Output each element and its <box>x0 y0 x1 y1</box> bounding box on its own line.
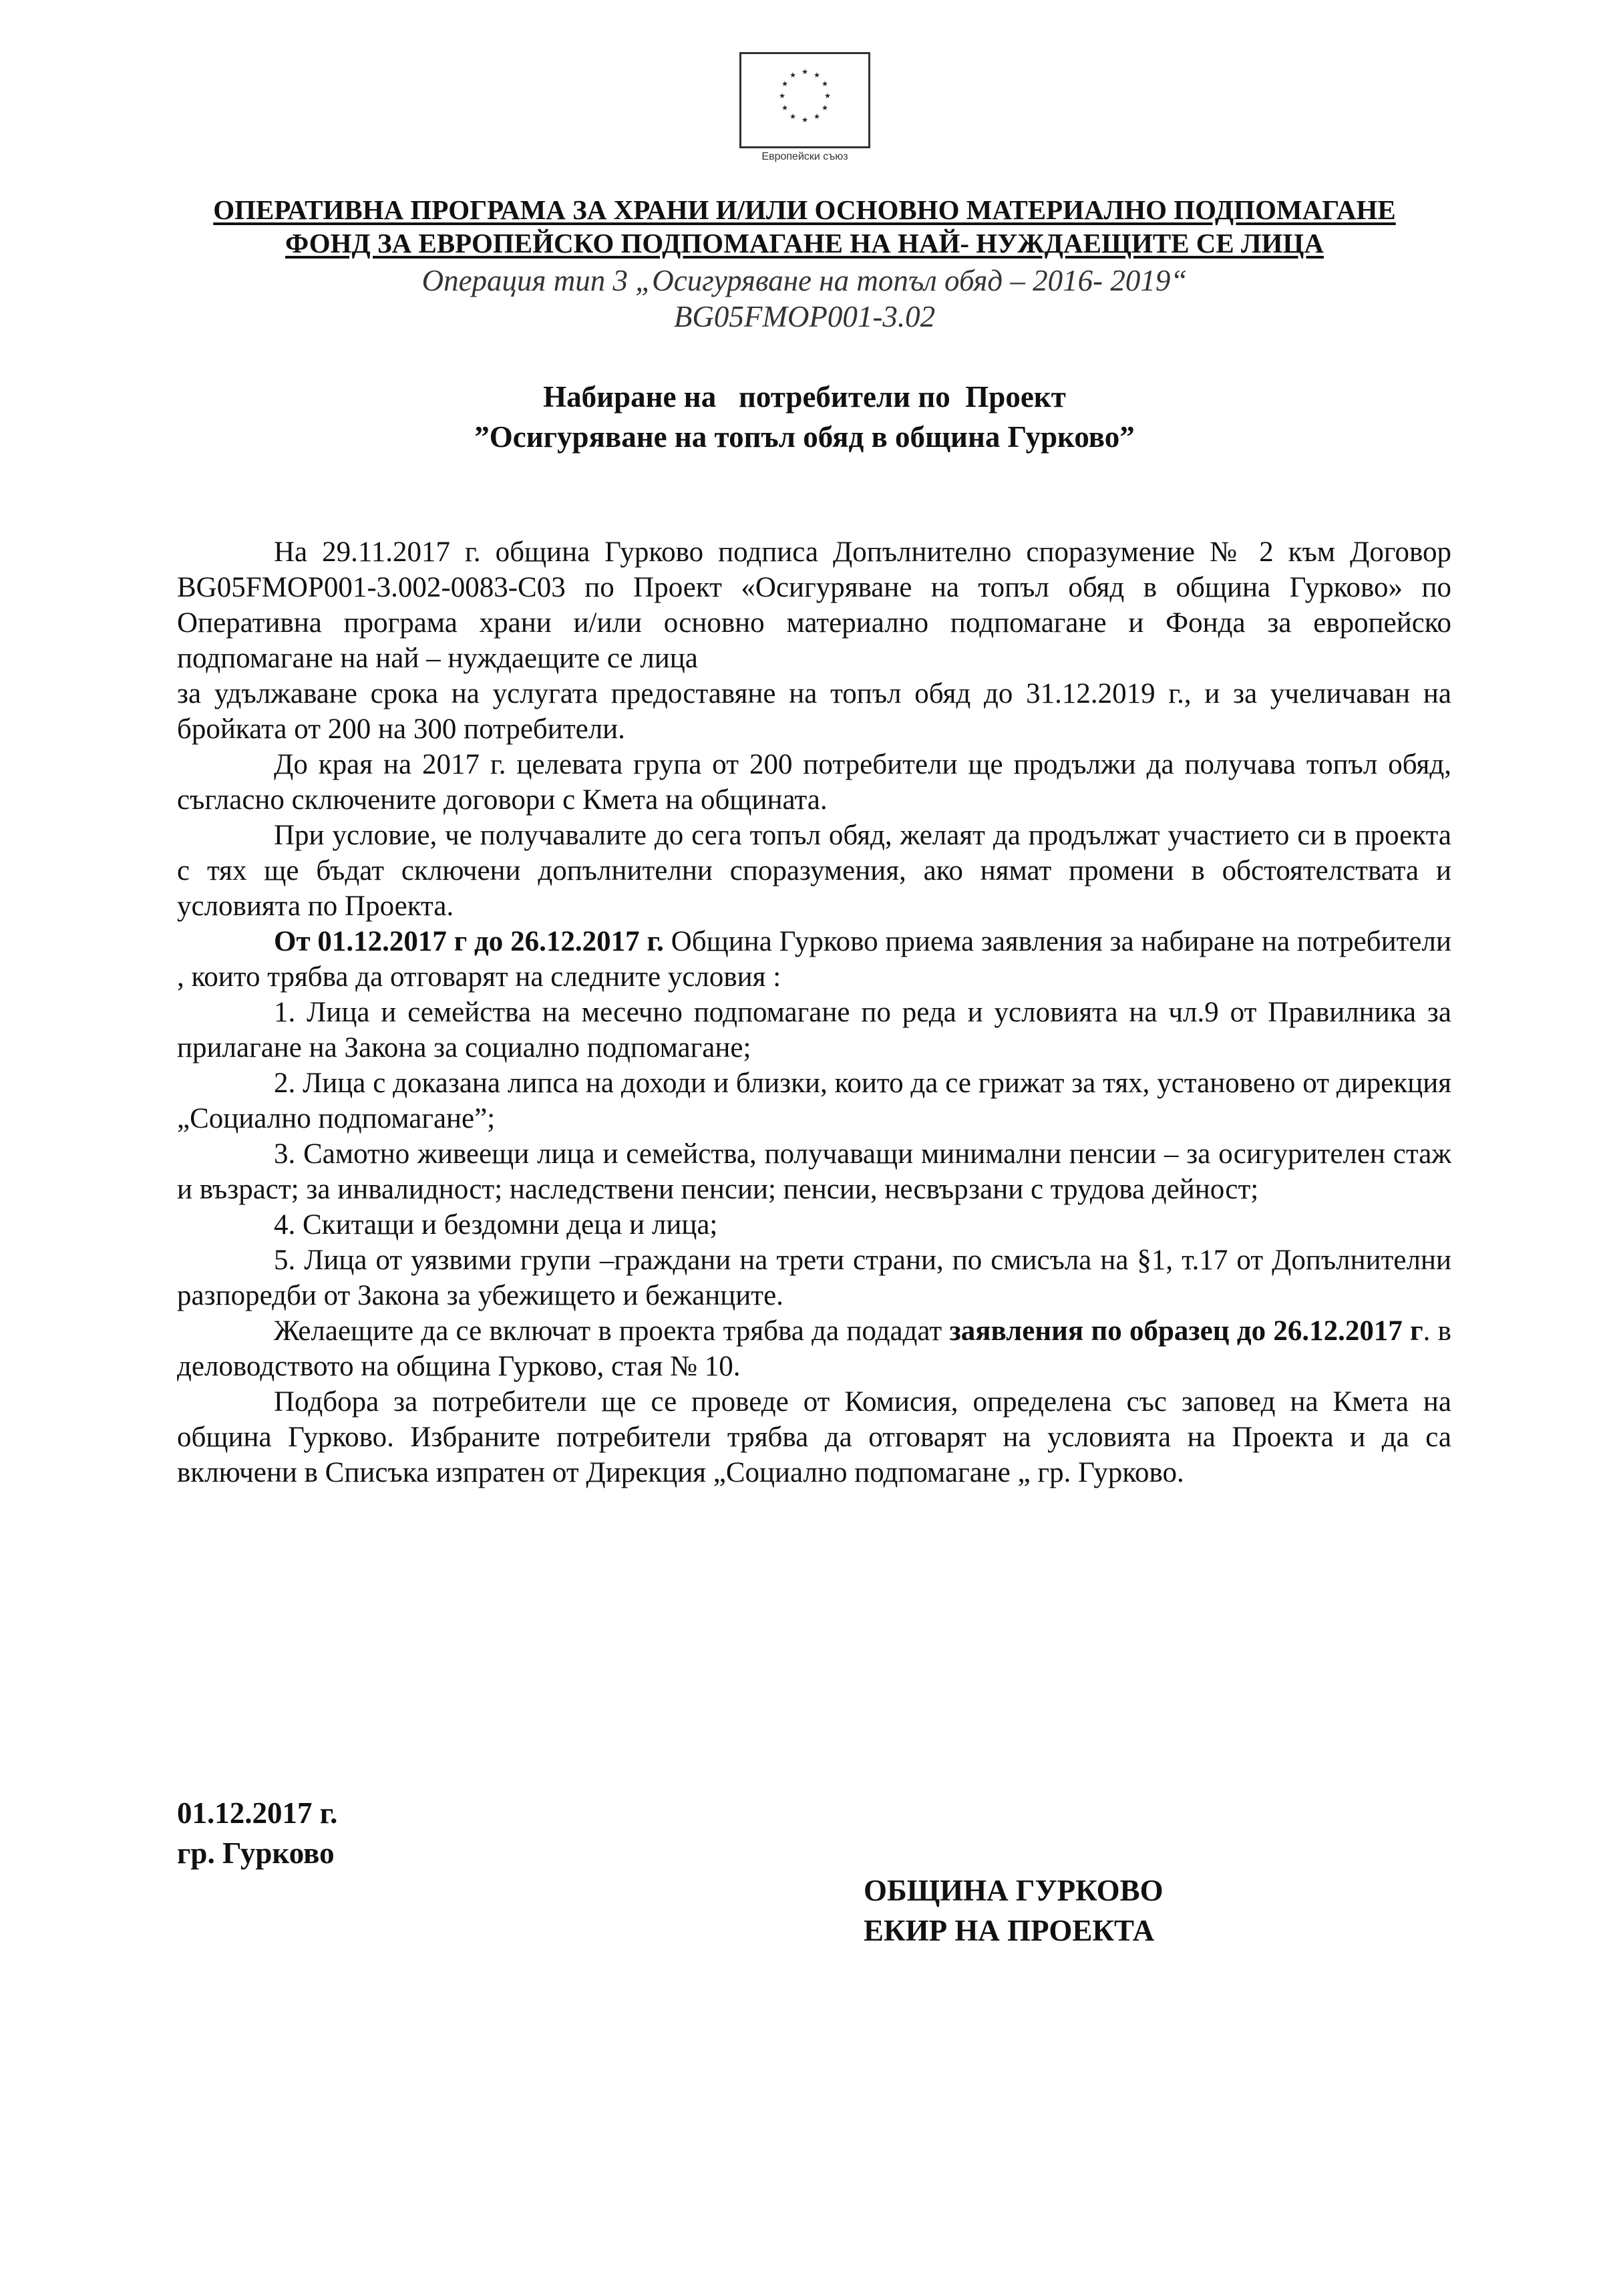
fund-title: ФОНД ЗА ЕВРОПЕЙСКО ПОДПОМАГАНЕ НА НАЙ- НУЖДАЕЩИТЕ СЕ ЛИЦА <box>285 228 1324 259</box>
svg-text:★: ★ <box>801 116 808 124</box>
svg-text:★: ★ <box>822 104 828 112</box>
list-item: 2. Лица с доказана липса на доходи и близки, които да се грижат за тях, установено от дирекция „Социално подпомагане”; <box>177 1068 1451 1134</box>
svg-text:★: ★ <box>789 112 796 121</box>
submission-text-start: Желаещите да се включат в проекта трябва да подадат <box>274 1315 950 1347</box>
list-item: 5. Лица от уязвими групи –граждани на трети страни, по смисъла на §1, т.17 от Допълнителни разпоредби от Закона за убежището и бежанците. <box>177 1245 1451 1311</box>
paragraph-submission <box>177 1313 1451 1384</box>
submission-text-end: . в деловодството на община Гурково, стая № 10. <box>177 1315 1451 1382</box>
document-title: Набиране на потребители по Проект <box>543 380 1066 414</box>
signature-block <box>864 1870 1164 1951</box>
paragraph-condition: При условие, че получавалите до сега топъл обяд, желаят да продължат участието си в проекта с тях ще бъдат сключени допълнителни споразумения, ако нямат промени в обстоятелствата и условията по Проекта. <box>177 820 1451 922</box>
document-body <box>177 534 1451 1490</box>
svg-text:★: ★ <box>824 92 831 100</box>
svg-text:★: ★ <box>822 79 828 88</box>
paragraph-agreement: На 29.11.2017 г. община Гурково подписа Допълнително споразумение № 2 към Договор BG05FMOP001-3.002-0083-C03 по Проект «Осигуряване на топъл обяд в община Гурково» по Оперативна програма храни и/или основно материално подпомагане и Фонда за европейско подпомагане на най – нуждаещите се лица <box>177 536 1451 674</box>
date-block <box>177 1793 337 1873</box>
document-date: 01.12.2017 г. <box>177 1796 338 1830</box>
operation-code: BG05FMOP001-3.02 <box>673 300 936 333</box>
application-period-text: Община Гурково приема заявления за набиране на потребители , които трябва да отговарят на следните условия : <box>177 926 1451 993</box>
program-title: ОПЕРАТИВНА ПРОГРАМА ЗА ХРАНИ И/ИЛИ ОСНОВНО МАТЕРИАЛНО ПОДПОМАГАНЕ <box>213 194 1396 225</box>
paragraph-selection: Подбора за потребители ще се проведе от Комисия, определена със заповед на Кмета на община Гурково. Избраните потребители трябва да отговарят на условията на Проекта и да са включени в Списъка изпратен от Дирекция „Социално подпомагане „ гр. Гурково. <box>177 1386 1451 1488</box>
list-item: 4. Скитащи и бездомни деца и лица; <box>274 1209 718 1241</box>
project-team: ЕКИР НА ПРОЕКТА <box>864 1914 1155 1947</box>
svg-text:★: ★ <box>789 71 796 79</box>
eu-flag-stars-icon <box>741 54 868 146</box>
list-item: 3. Самотно живеещи лица и семейства, получаващи минимални пенсии – за осигурителен стаж и възраст; за инвалидност; наследствени пенсии; пенсии, несвързани с трудова дейност; <box>177 1138 1451 1205</box>
svg-text:★: ★ <box>781 79 788 88</box>
paragraph-target-group: До края на 2017 г. целевата група от 200 потребители ще продължи да получава топъл обяд, съгласно сключените договори с Кмета на общината. <box>177 749 1451 816</box>
paragraph-extension: за удължаване срока на услугата предоставяне на топъл обяд до 31.12.2019 г., и за учеличаван на бройката от 200 на 300 потребители. <box>177 678 1451 745</box>
svg-text:★: ★ <box>814 112 820 121</box>
svg-text:★: ★ <box>779 92 785 100</box>
municipality-name: ОБЩИНА ГУРКОВО <box>864 1874 1164 1907</box>
svg-text:★: ★ <box>801 67 808 76</box>
document-place: гр. Гурково <box>177 1836 335 1870</box>
project-title: ”Осигуряване на топъл обяд в община Гурково” <box>474 420 1135 454</box>
application-period: От 01.12.2017 г до 26.12.2017 г. <box>274 926 664 957</box>
list-item: 1. Лица и семейства на месечно подпомагане по реда и условията на чл.9 от Правилника за прилагане на Закона за социално подпомагане; <box>177 997 1451 1063</box>
svg-text:★: ★ <box>814 71 820 79</box>
svg-text:★: ★ <box>781 104 788 112</box>
submission-deadline: заявления по образец до 26.12.2017 г <box>949 1315 1423 1347</box>
eu-flag-logo <box>739 52 870 148</box>
operation-type: Операция тип 3 „Осигуряване на топъл обяд – 2016- 2019“ <box>421 264 1188 297</box>
paragraph-application-period <box>177 924 1451 995</box>
logo-caption: Европейски съюз <box>761 151 848 162</box>
